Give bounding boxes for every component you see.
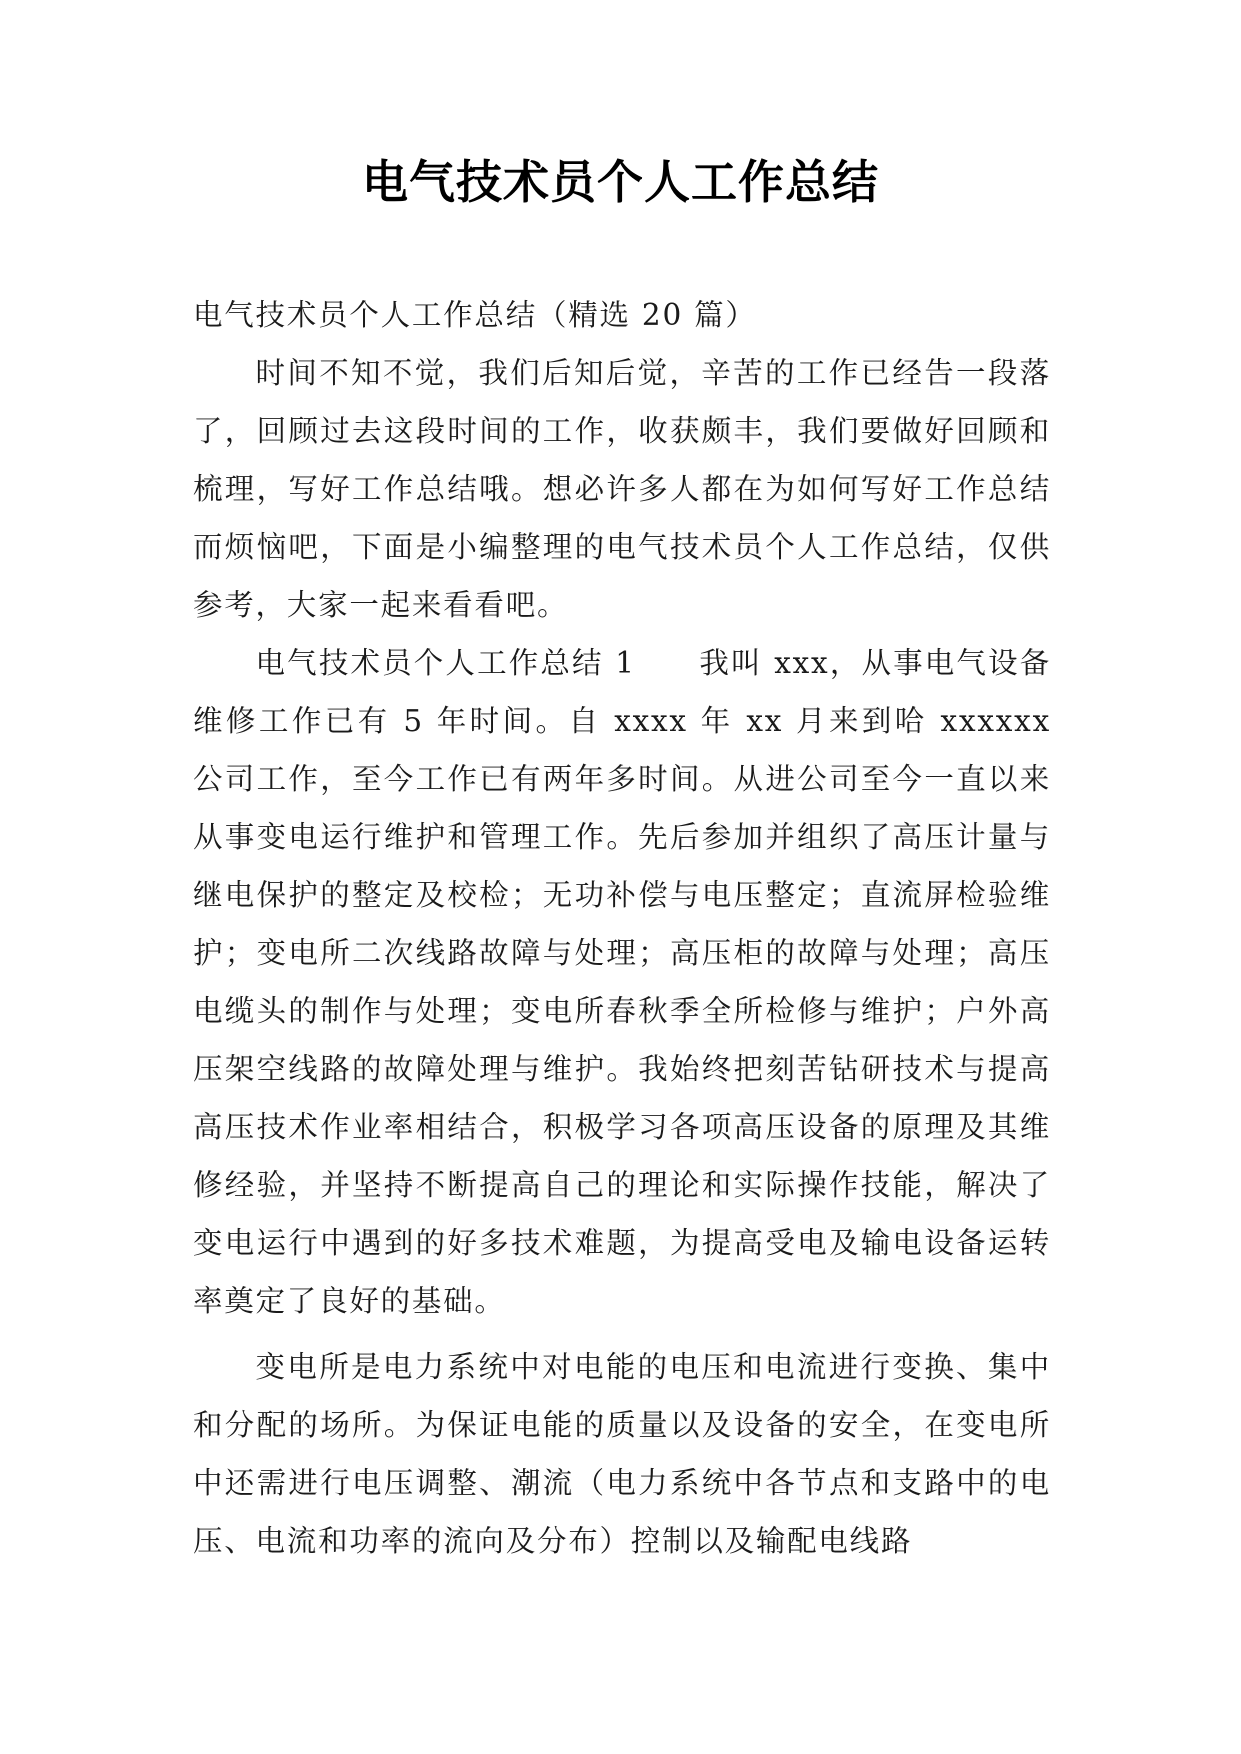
document-title: 电气技术员个人工作总结: [362, 155, 879, 209]
subtitle-paragraph: 电气技术员个人工作总结（精选 20 篇）: [193, 298, 757, 332]
substation-paragraph: 变电所是电力系统中对电能的电压和电流进行变换、集中和分配的场所。为保证电能的质量以及设备的安全，在变电所中还需进行电压调整、潮流（电力系统中各节点和支路中的电压、电流和功率的流向及分布）控制以及输配电线路: [193, 1350, 1051, 1558]
document-body: [193, 286, 1051, 1570]
summary-1-paragraph: 电气技术员个人工作总结 1 我叫 xxx，从事电气设备维修工作已有 5 年时间。自 xxxx 年 xx 月来到哈 xxxxxx 公司工作，至今工作已有两年多时间。从进公司至今一直以来从事变电运行维护和管理工作。先后参加并组织了高压计量与继电保护的整定及校检；无功补偿与电压整定；直流屏检验维护；变电所二次线路故障与处理；高压柜的故障与处理；高压电缆头的制作与处理；变电所春秋季全所检修与维护；户外高压架空线路的故障处理与维护。我始终把刻苦钻研技术与提高高压技术作业率相结合，积极学习各项高压设备的原理及其维修经验，并坚持不断提高自己的理论和实际操作技能，解决了变电运行中遇到的好多技术难题，为提高受电及输电设备运转率奠定了良好的基础。: [193, 646, 1051, 1318]
intro-paragraph: 时间不知不觉，我们后知后觉，辛苦的工作已经告一段落了，回顾过去这段时间的工作，收获颇丰，我们要做好回顾和梳理，写好工作总结哦。想必许多人都在为如何写好工作总结而烦恼吧，下面是小编整理的电气技术员个人工作总结，仅供参考，大家一起来看看吧。: [193, 356, 1051, 622]
